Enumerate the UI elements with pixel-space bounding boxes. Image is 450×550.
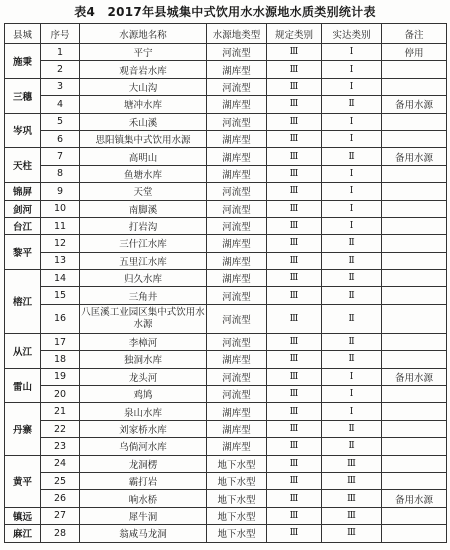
table-row xyxy=(5,96,447,113)
table-row xyxy=(5,148,447,165)
number-cell: 24 xyxy=(41,455,80,472)
required-class-cell: Ⅲ xyxy=(267,525,322,542)
source-type-cell: 湖库型 xyxy=(207,96,267,113)
actual-class-cell: Ⅱ xyxy=(322,270,382,287)
remarks-cell xyxy=(382,386,447,403)
source-name-cell: 霸打岩 xyxy=(80,472,207,489)
actual-class-cell: Ⅰ xyxy=(322,113,382,130)
number-cell: 3 xyxy=(41,78,80,95)
table-row xyxy=(5,130,447,147)
actual-class-cell: Ⅱ xyxy=(322,304,382,333)
number-cell: 5 xyxy=(41,113,80,130)
source-type-cell: 河流型 xyxy=(207,333,267,350)
actual-class-cell: Ⅰ xyxy=(322,78,382,95)
remarks-cell: 备用水源 xyxy=(382,96,447,113)
remarks-cell: 备用水源 xyxy=(382,490,447,507)
number-cell: 23 xyxy=(41,438,80,455)
actual-class-cell: Ⅱ xyxy=(322,351,382,368)
table-row xyxy=(5,386,447,403)
actual-class-cell: Ⅱ xyxy=(322,438,382,455)
source-type-cell: 地下水型 xyxy=(207,525,267,542)
source-name-cell: 鸡鸠 xyxy=(80,386,207,403)
actual-class-cell: Ⅱ xyxy=(322,235,382,252)
remarks-cell xyxy=(382,403,447,420)
required-class-cell: Ⅲ xyxy=(267,217,322,234)
required-class-cell: Ⅲ xyxy=(267,386,322,403)
header-source-type: 水源地类型 xyxy=(207,24,267,44)
source-type-cell: 河流型 xyxy=(207,113,267,130)
table-row xyxy=(5,61,447,78)
number-cell: 12 xyxy=(41,235,80,252)
remarks-cell xyxy=(382,270,447,287)
required-class-cell: Ⅲ xyxy=(267,44,322,61)
source-name-cell: 李樟河 xyxy=(80,333,207,350)
required-class-cell: Ⅲ xyxy=(267,270,322,287)
remarks-cell xyxy=(382,183,447,200)
number-cell: 7 xyxy=(41,148,80,165)
source-type-cell: 湖库型 xyxy=(207,270,267,287)
number-cell: 6 xyxy=(41,130,80,147)
table-row xyxy=(5,235,447,252)
header-county: 县城 xyxy=(5,24,41,44)
table-body xyxy=(5,44,447,543)
table-row xyxy=(5,252,447,269)
header-row xyxy=(5,24,447,44)
county-cell: 施秉 xyxy=(5,44,41,79)
county-cell: 麻江 xyxy=(5,525,41,542)
required-class-cell: Ⅲ xyxy=(267,252,322,269)
remarks-cell xyxy=(382,438,447,455)
number-cell: 26 xyxy=(41,490,80,507)
number-cell: 27 xyxy=(41,507,80,524)
county-cell: 锦屏 xyxy=(5,183,41,200)
actual-class-cell: Ⅰ xyxy=(322,368,382,385)
table-row xyxy=(5,525,447,542)
table-row xyxy=(5,287,447,304)
table-row xyxy=(5,490,447,507)
number-cell: 10 xyxy=(41,200,80,217)
actual-class-cell: Ⅰ xyxy=(322,403,382,420)
remarks-cell xyxy=(382,217,447,234)
required-class-cell: Ⅲ xyxy=(267,507,322,524)
table-row xyxy=(5,420,447,437)
county-cell: 从江 xyxy=(5,333,41,368)
source-name-cell: 归久水库 xyxy=(80,270,207,287)
source-name-cell: 天堂 xyxy=(80,183,207,200)
number-cell: 15 xyxy=(41,287,80,304)
actual-class-cell: Ⅱ xyxy=(322,96,382,113)
table-row xyxy=(5,438,447,455)
actual-class-cell: Ⅰ xyxy=(322,200,382,217)
source-name-cell: 三角井 xyxy=(80,287,207,304)
source-name-cell: 塘冲水库 xyxy=(80,96,207,113)
table-row xyxy=(5,455,447,472)
required-class-cell: Ⅲ xyxy=(267,287,322,304)
source-type-cell: 湖库型 xyxy=(207,351,267,368)
required-class-cell: Ⅲ xyxy=(267,148,322,165)
required-class-cell: Ⅲ xyxy=(267,351,322,368)
source-type-cell: 湖库型 xyxy=(207,403,267,420)
source-type-cell: 河流型 xyxy=(207,368,267,385)
remarks-cell xyxy=(382,113,447,130)
source-name-cell: 响水桥 xyxy=(80,490,207,507)
source-name-cell: 龙头河 xyxy=(80,368,207,385)
remarks-cell xyxy=(382,61,447,78)
number-cell: 14 xyxy=(41,270,80,287)
source-type-cell: 湖库型 xyxy=(207,438,267,455)
number-cell: 9 xyxy=(41,183,80,200)
county-cell: 黎平 xyxy=(5,235,41,270)
source-name-cell: 龙洞楞 xyxy=(80,455,207,472)
required-class-cell: Ⅲ xyxy=(267,455,322,472)
actual-class-cell: Ⅲ xyxy=(322,490,382,507)
source-name-cell: 观音岩水库 xyxy=(80,61,207,78)
remarks-cell xyxy=(382,130,447,147)
source-name-cell: 刘家桥水库 xyxy=(80,420,207,437)
number-cell: 20 xyxy=(41,386,80,403)
source-name-cell: 高明山 xyxy=(80,148,207,165)
remarks-cell xyxy=(382,304,447,333)
table-row xyxy=(5,183,447,200)
county-cell: 丹寨 xyxy=(5,403,41,455)
actual-class-cell: Ⅱ xyxy=(322,420,382,437)
source-type-cell: 地下水型 xyxy=(207,455,267,472)
number-cell: 11 xyxy=(41,217,80,234)
table-row xyxy=(5,304,447,333)
source-type-cell: 河流型 xyxy=(207,287,267,304)
required-class-cell: Ⅲ xyxy=(267,235,322,252)
remarks-cell xyxy=(382,287,447,304)
remarks-cell xyxy=(382,420,447,437)
source-name-cell: 思阳镇集中式饮用水源 xyxy=(80,130,207,147)
source-name-cell: 八匡溪工业园区集中式饮用水水源 xyxy=(80,304,207,333)
source-type-cell: 河流型 xyxy=(207,386,267,403)
actual-class-cell: Ⅰ xyxy=(322,217,382,234)
table-row xyxy=(5,113,447,130)
source-type-cell: 湖库型 xyxy=(207,61,267,78)
remarks-cell: 停用 xyxy=(382,44,447,61)
required-class-cell: Ⅲ xyxy=(267,165,322,182)
header-required-class: 规定类别 xyxy=(267,24,322,44)
actual-class-cell: Ⅰ xyxy=(322,165,382,182)
source-type-cell: 湖库型 xyxy=(207,420,267,437)
required-class-cell: Ⅲ xyxy=(267,438,322,455)
number-cell: 28 xyxy=(41,525,80,542)
remarks-cell xyxy=(382,78,447,95)
actual-class-cell: Ⅱ xyxy=(322,148,382,165)
header-number: 序号 xyxy=(41,24,80,44)
source-name-cell: 犀牛洞 xyxy=(80,507,207,524)
required-class-cell: Ⅲ xyxy=(267,490,322,507)
header-remarks: 备注 xyxy=(382,24,447,44)
table-row xyxy=(5,351,447,368)
required-class-cell: Ⅲ xyxy=(267,183,322,200)
source-type-cell: 湖库型 xyxy=(207,252,267,269)
header-actual-class: 实达类别 xyxy=(322,24,382,44)
required-class-cell: Ⅲ xyxy=(267,368,322,385)
source-name-cell: 乌倘河水库 xyxy=(80,438,207,455)
source-type-cell: 湖库型 xyxy=(207,130,267,147)
table-title: 表4 2017年县城集中式饮用水水源地水质类别统计表 xyxy=(74,5,376,19)
county-cell: 天柱 xyxy=(5,148,41,183)
number-cell: 4 xyxy=(41,96,80,113)
remarks-cell xyxy=(382,472,447,489)
actual-class-cell: Ⅲ xyxy=(322,455,382,472)
source-name-cell: 三什江水库 xyxy=(80,235,207,252)
county-cell: 岑巩 xyxy=(5,113,41,148)
source-name-cell: 打岩沟 xyxy=(80,217,207,234)
header-source-name: 水源地名称 xyxy=(80,24,207,44)
remarks-cell: 备用水源 xyxy=(382,148,447,165)
table-row xyxy=(5,472,447,489)
number-cell: 18 xyxy=(41,351,80,368)
source-type-cell: 河流型 xyxy=(207,217,267,234)
table-row xyxy=(5,200,447,217)
number-cell: 1 xyxy=(41,44,80,61)
table-row xyxy=(5,333,447,350)
county-cell: 台江 xyxy=(5,217,41,234)
table-row xyxy=(5,217,447,234)
actual-class-cell: Ⅰ xyxy=(322,183,382,200)
number-cell: 19 xyxy=(41,368,80,385)
actual-class-cell: Ⅲ xyxy=(322,507,382,524)
source-name-cell: 鱼塘水库 xyxy=(80,165,207,182)
county-cell: 黄平 xyxy=(5,455,41,507)
required-class-cell: Ⅲ xyxy=(267,472,322,489)
remarks-cell xyxy=(382,507,447,524)
number-cell: 16 xyxy=(41,304,80,333)
source-name-cell: 五里江水库 xyxy=(80,252,207,269)
remarks-cell xyxy=(382,235,447,252)
source-name-cell: 独洞水库 xyxy=(80,351,207,368)
required-class-cell: Ⅲ xyxy=(267,96,322,113)
remarks-cell xyxy=(382,200,447,217)
source-name-cell: 泉山水库 xyxy=(80,403,207,420)
actual-class-cell: Ⅰ xyxy=(322,61,382,78)
table-row xyxy=(5,78,447,95)
table-row xyxy=(5,165,447,182)
remarks-cell xyxy=(382,455,447,472)
number-cell: 22 xyxy=(41,420,80,437)
required-class-cell: Ⅲ xyxy=(267,130,322,147)
source-name-cell: 平宁 xyxy=(80,44,207,61)
source-type-cell: 地下水型 xyxy=(207,507,267,524)
number-cell: 2 xyxy=(41,61,80,78)
source-name-cell: 南脚溪 xyxy=(80,200,207,217)
source-type-cell: 湖库型 xyxy=(207,148,267,165)
number-cell: 17 xyxy=(41,333,80,350)
source-name-cell: 翁咸马龙洞 xyxy=(80,525,207,542)
remarks-cell xyxy=(382,165,447,182)
actual-class-cell: Ⅲ xyxy=(322,525,382,542)
county-cell: 雷山 xyxy=(5,368,41,403)
source-type-cell: 河流型 xyxy=(207,44,267,61)
actual-class-cell: Ⅱ xyxy=(322,333,382,350)
required-class-cell: Ⅲ xyxy=(267,61,322,78)
source-type-cell: 湖库型 xyxy=(207,165,267,182)
remarks-cell xyxy=(382,252,447,269)
table-row xyxy=(5,507,447,524)
number-cell: 25 xyxy=(41,472,80,489)
source-name-cell: 禾山溪 xyxy=(80,113,207,130)
county-cell: 三穗 xyxy=(5,78,41,113)
actual-class-cell: Ⅱ xyxy=(322,287,382,304)
number-cell: 21 xyxy=(41,403,80,420)
actual-class-cell: Ⅰ xyxy=(322,130,382,147)
actual-class-cell: Ⅲ xyxy=(322,472,382,489)
table-row xyxy=(5,368,447,385)
table-row xyxy=(5,44,447,61)
required-class-cell: Ⅲ xyxy=(267,113,322,130)
county-cell: 剑河 xyxy=(5,200,41,217)
required-class-cell: Ⅲ xyxy=(267,333,322,350)
actual-class-cell: Ⅱ xyxy=(322,252,382,269)
source-type-cell: 河流型 xyxy=(207,183,267,200)
required-class-cell: Ⅲ xyxy=(267,304,322,333)
remarks-cell xyxy=(382,333,447,350)
required-class-cell: Ⅲ xyxy=(267,420,322,437)
county-cell: 榕江 xyxy=(5,270,41,334)
actual-class-cell: Ⅰ xyxy=(322,44,382,61)
required-class-cell: Ⅲ xyxy=(267,403,322,420)
source-name-cell: 大山沟 xyxy=(80,78,207,95)
table-row xyxy=(5,270,447,287)
number-cell: 8 xyxy=(41,165,80,182)
county-cell: 镇远 xyxy=(5,507,41,524)
source-type-cell: 河流型 xyxy=(207,200,267,217)
source-type-cell: 地下水型 xyxy=(207,472,267,489)
required-class-cell: Ⅲ xyxy=(267,200,322,217)
remarks-cell xyxy=(382,525,447,542)
actual-class-cell: Ⅰ xyxy=(322,386,382,403)
table-row xyxy=(5,403,447,420)
water-quality-table xyxy=(4,23,447,543)
required-class-cell: Ⅲ xyxy=(267,78,322,95)
number-cell: 13 xyxy=(41,252,80,269)
source-type-cell: 湖库型 xyxy=(207,235,267,252)
source-type-cell: 河流型 xyxy=(207,304,267,333)
remarks-cell: 备用水源 xyxy=(382,368,447,385)
source-type-cell: 河流型 xyxy=(207,78,267,95)
source-type-cell: 地下水型 xyxy=(207,490,267,507)
remarks-cell xyxy=(382,351,447,368)
